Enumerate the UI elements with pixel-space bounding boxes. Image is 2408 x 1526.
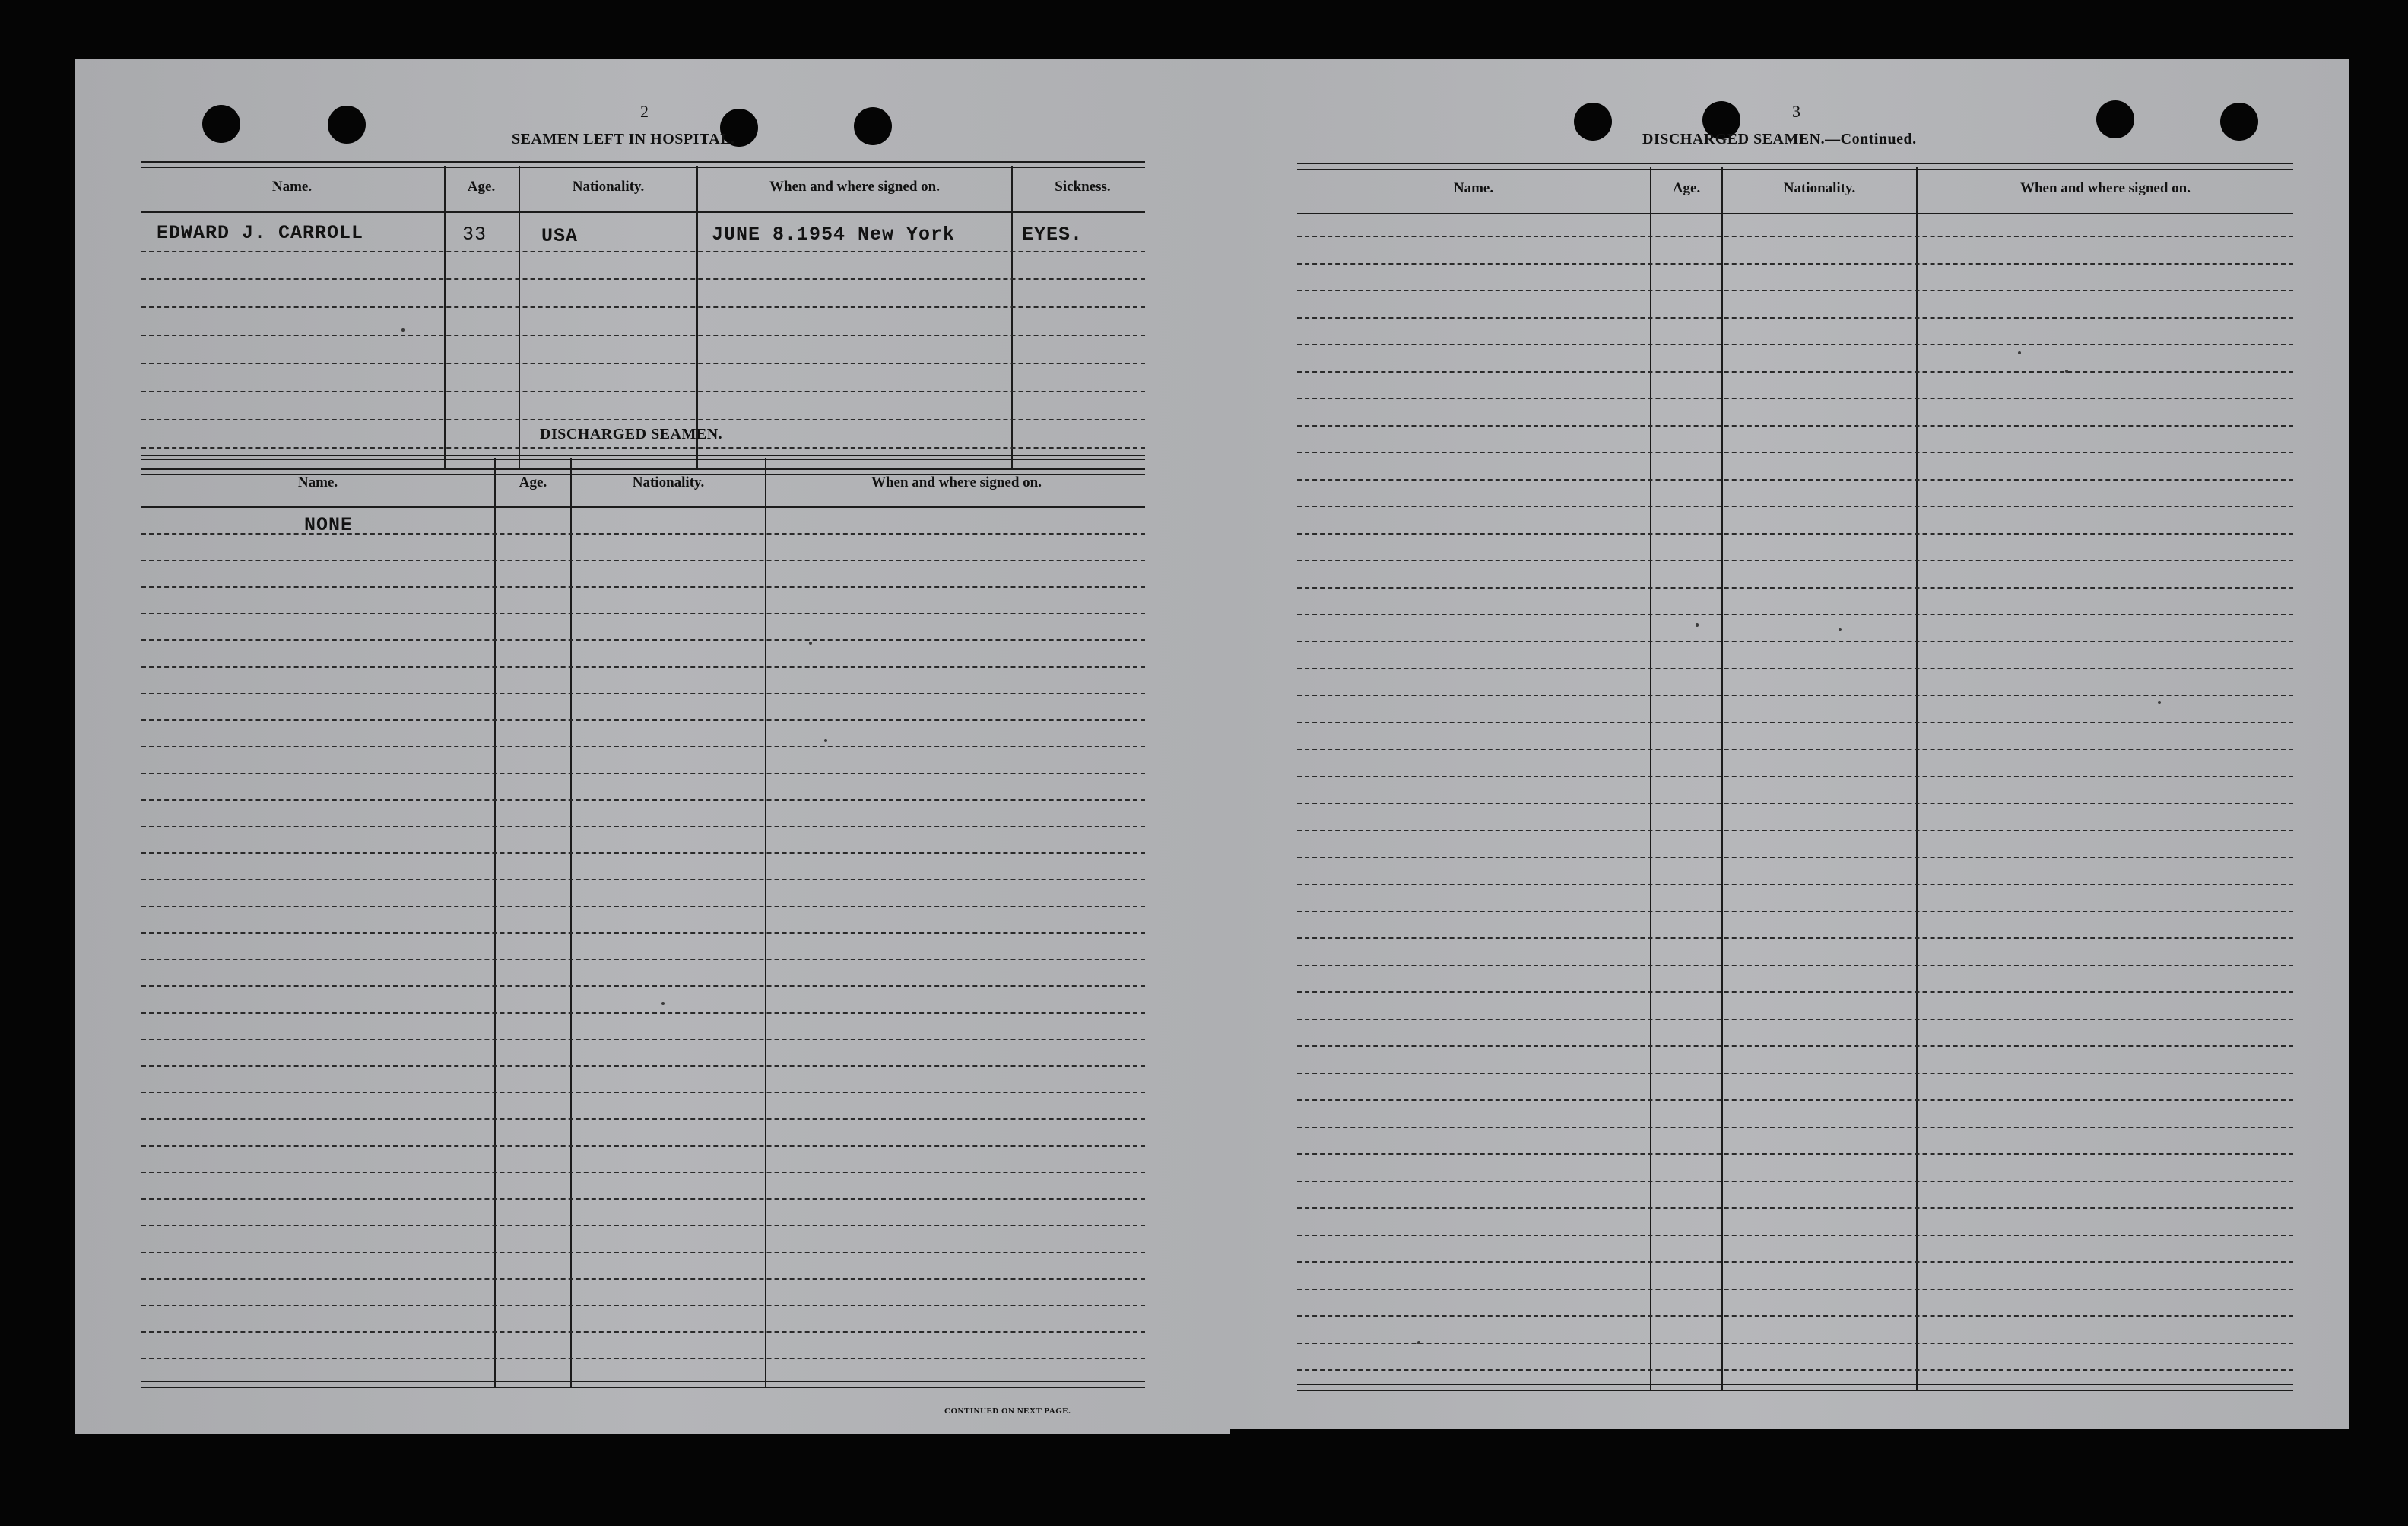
entry-line — [1297, 263, 2293, 265]
column-header-name: Name. — [271, 179, 313, 195]
discharged-continued-title: DISCHARGED SEAMEN.—Continued. — [1642, 131, 1917, 148]
discharged-section-title: DISCHARGED SEAMEN. — [540, 426, 723, 443]
entry-line — [141, 879, 1145, 880]
column-header-signed-on: When and where signed on. — [871, 474, 1042, 490]
entry-line — [141, 932, 1145, 934]
entry-line — [1297, 884, 2293, 885]
punch-hole — [202, 105, 240, 143]
entry-line — [141, 1358, 1145, 1359]
entry-line — [141, 251, 1145, 252]
entry-line — [141, 959, 1145, 960]
speck — [1417, 1341, 1420, 1344]
entry-line — [1297, 1099, 2293, 1101]
entry-line — [141, 363, 1145, 364]
speck — [2065, 370, 2068, 373]
entry-line — [141, 1305, 1145, 1306]
table-rule — [141, 468, 1145, 470]
table-rule — [141, 167, 1145, 168]
hospital-entry-age: 33 — [462, 224, 487, 246]
column-divider — [1011, 166, 1013, 470]
entry-line — [1297, 857, 2293, 858]
entry-line — [141, 391, 1145, 392]
entry-line — [141, 1012, 1145, 1014]
entry-line — [1297, 1127, 2293, 1128]
table-rule — [1297, 213, 2293, 214]
hospital-entry-nationality: USA — [541, 225, 579, 247]
table-rule — [141, 161, 1145, 163]
entry-line — [1297, 398, 2293, 399]
entry-line — [1297, 1073, 2293, 1074]
entry-line — [141, 773, 1145, 774]
punch-hole — [854, 107, 892, 145]
entry-line — [1297, 452, 2293, 453]
entry-line — [1297, 1045, 2293, 1047]
entry-line — [1297, 533, 2293, 535]
table-rule — [141, 211, 1145, 213]
left-page — [75, 59, 1230, 1434]
column-divider — [1650, 167, 1651, 1390]
entry-line — [1297, 749, 2293, 750]
column-header-age: Age. — [467, 179, 496, 195]
table-rule — [141, 455, 1145, 456]
entry-line — [1297, 236, 2293, 237]
entry-line — [1297, 911, 2293, 912]
entry-line — [1297, 1207, 2293, 1209]
column-header-nationality: Nationality. — [572, 179, 645, 195]
entry-line — [141, 985, 1145, 987]
entry-line — [141, 1252, 1145, 1253]
column-header-signed-on: When and where signed on. — [2019, 180, 2191, 196]
entry-line — [1297, 344, 2293, 345]
entry-line — [1297, 991, 2293, 993]
entry-line — [141, 1198, 1145, 1200]
column-header-age: Age. — [1672, 180, 1701, 196]
column-header-name: Name. — [1453, 180, 1494, 196]
entry-line — [141, 613, 1145, 614]
continued-note: CONTINUED ON NEXT PAGE. — [944, 1407, 1071, 1416]
column-header-sickness: Sickness. — [1055, 179, 1111, 195]
hospital-entry-sickness: EYES. — [1022, 224, 1083, 246]
column-header-name: Name. — [297, 474, 338, 490]
entry-line — [141, 852, 1145, 854]
entry-line — [1297, 668, 2293, 669]
entry-line — [141, 1145, 1145, 1147]
entry-line — [1297, 425, 2293, 427]
entry-line — [141, 639, 1145, 641]
column-divider — [1721, 167, 1723, 1390]
entry-line — [1297, 965, 2293, 966]
entry-line — [1297, 1289, 2293, 1290]
table-rule — [1297, 169, 2293, 170]
table-rule — [141, 1381, 1145, 1382]
column-header-nationality: Nationality. — [1783, 180, 1856, 196]
entry-line — [141, 666, 1145, 668]
entry-line — [1297, 1369, 2293, 1371]
entry-line — [141, 719, 1145, 721]
entry-line — [1297, 560, 2293, 561]
entry-line — [1297, 587, 2293, 589]
entry-line — [1297, 830, 2293, 831]
entry-line — [141, 560, 1145, 561]
speck — [824, 739, 827, 742]
entry-line — [1297, 1181, 2293, 1182]
entry-line — [141, 1065, 1145, 1067]
entry-line — [1297, 722, 2293, 723]
entry-line — [141, 799, 1145, 801]
entry-line — [141, 826, 1145, 827]
punch-hole — [328, 106, 366, 144]
column-divider — [494, 458, 496, 1387]
column-divider — [696, 166, 698, 470]
entry-line — [141, 586, 1145, 588]
table-rule — [141, 506, 1145, 508]
entry-line — [141, 1092, 1145, 1093]
column-header-signed-on: When and where signed on. — [769, 179, 940, 195]
entry-line — [1297, 776, 2293, 777]
column-divider — [765, 458, 766, 1387]
column-divider — [570, 458, 572, 1387]
column-divider — [444, 166, 446, 470]
entry-line — [1297, 695, 2293, 696]
column-header-age: Age. — [519, 474, 547, 490]
page-number: 2 — [640, 102, 649, 121]
column-divider — [1916, 167, 1918, 1390]
speck — [1696, 623, 1699, 627]
entry-line — [141, 447, 1145, 449]
table-rule — [141, 1387, 1145, 1388]
entry-line — [141, 746, 1145, 747]
entry-line — [141, 693, 1145, 694]
table-rule — [1297, 163, 2293, 164]
hospital-entry-name: EDWARD J. CARROLL — [157, 222, 364, 244]
entry-line — [141, 906, 1145, 907]
entry-line — [141, 419, 1145, 420]
entry-line — [141, 1172, 1145, 1173]
entry-line — [1297, 317, 2293, 319]
entry-line — [1297, 290, 2293, 291]
entry-line — [141, 1118, 1145, 1120]
entry-line — [141, 1225, 1145, 1226]
entry-line — [1297, 614, 2293, 615]
hospital-entry-signed-on: JUNE 8.1954 New York — [712, 224, 956, 246]
speck — [2158, 701, 2161, 704]
entry-line — [141, 533, 1145, 535]
entry-line — [1297, 937, 2293, 939]
column-divider — [519, 166, 520, 470]
punch-hole — [2096, 100, 2134, 138]
table-rule — [1297, 1384, 2293, 1385]
entry-line — [1297, 1153, 2293, 1155]
right-page — [1226, 59, 2349, 1429]
entry-line — [1297, 1315, 2293, 1317]
punch-hole — [1574, 103, 1612, 141]
speck — [809, 642, 812, 645]
entry-line — [1297, 1343, 2293, 1344]
speck — [1839, 628, 1842, 631]
entry-line — [1297, 371, 2293, 373]
table-rule — [141, 459, 1145, 460]
entry-line — [141, 335, 1145, 336]
punch-hole — [2220, 103, 2258, 141]
entry-line — [141, 306, 1145, 308]
entry-line — [141, 1039, 1145, 1040]
entry-line — [1297, 479, 2293, 481]
speck — [401, 328, 405, 332]
entry-line — [1297, 803, 2293, 804]
column-header-nationality: Nationality. — [632, 474, 705, 490]
entry-line — [1297, 1261, 2293, 1263]
page-number: 3 — [1792, 102, 1800, 121]
table-rule — [1297, 1390, 2293, 1391]
entry-line — [1297, 1235, 2293, 1236]
entry-line — [1297, 506, 2293, 507]
discharged-entry-none: NONE — [304, 514, 354, 536]
entry-line — [141, 1278, 1145, 1280]
entry-line — [1297, 1019, 2293, 1020]
entry-line — [141, 278, 1145, 280]
entry-line — [141, 1331, 1145, 1333]
entry-line — [1297, 641, 2293, 642]
speck — [2018, 351, 2021, 354]
speck — [661, 1002, 665, 1005]
hospital-section-title: SEAMEN LEFT IN HOSPITAL. — [512, 131, 735, 148]
